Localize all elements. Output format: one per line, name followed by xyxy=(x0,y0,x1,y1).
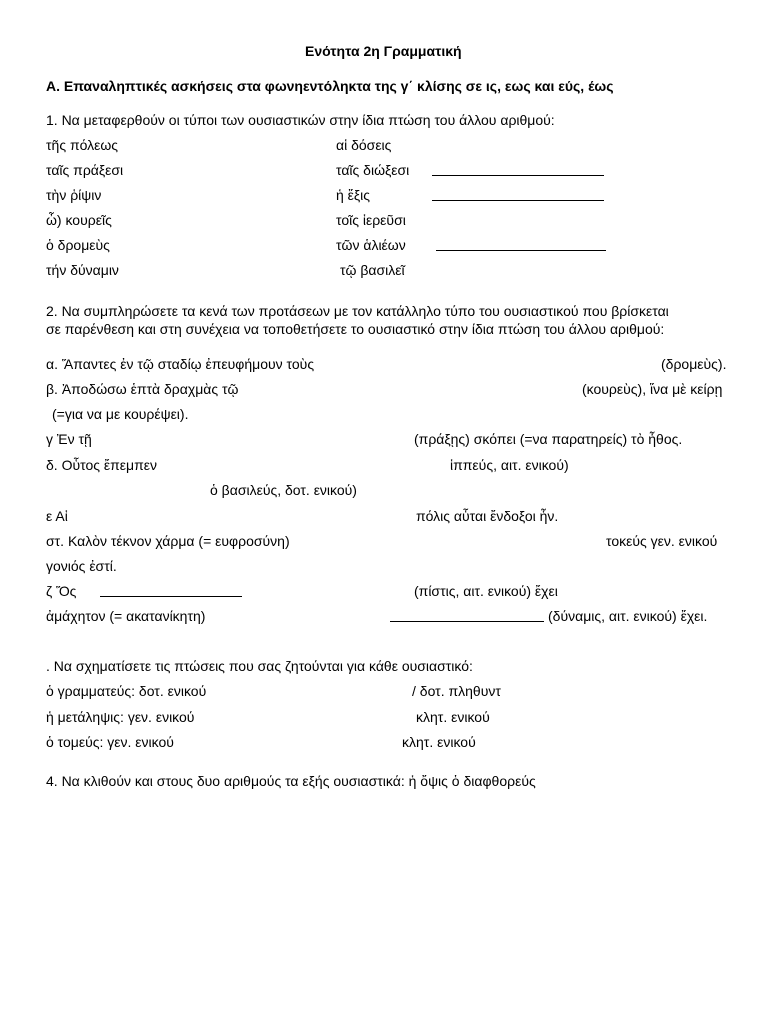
ex1-left-item: ὦ) κουρεῖς xyxy=(46,212,112,228)
ex2-hint: (δύναμις, αιτ. ενικού) ἔχει. xyxy=(548,608,708,624)
exercise-4-heading: 4. Να κλιθούν και στους δυο αριθμούς τα εξής ουσιαστικά: ἡ ὄψις ὁ διαφθορεύς xyxy=(46,773,536,789)
ex2-hint: (πράξῃς) σκόπει (=να παρατηρείς) τὸ ἦθος. xyxy=(414,431,683,447)
exercise-2-heading: 2. Να συμπληρώσετε τα κενά των προτάσεων με τον κατάλληλο τύπο του ουσιαστικού που βρίσκεται xyxy=(46,303,669,319)
ex2-sentence-cont: (=για να με κουρέψει). xyxy=(52,406,189,422)
ex2-hint: (κουρεὺς), ἵνα μὲ κείρῃ xyxy=(582,381,723,397)
ex2-sentence: ἀμάχητον (= ακατανίκητη) xyxy=(46,608,206,624)
ex1-right-item: τοῖς ἱερεῦσι xyxy=(336,212,406,228)
exercise-3-heading: . Να σχηματίσετε τις πτώσεις που σας ζητούνται για κάθε ουσιαστικό: xyxy=(46,658,473,674)
section-a-heading: Α. Επαναληπτικές ασκήσεις στα φωνηεντόληκτα της γ΄ κλίσης σε ις, εως και εύς, έως xyxy=(46,78,614,94)
ex3-item: ἡ μετάληψις: γεν. ενικού xyxy=(46,709,195,725)
ex2-hint: πόλις αὗται ἔνδοξοι ἦν. xyxy=(416,508,559,524)
ex1-answer-blank[interactable] xyxy=(432,186,604,205)
exercise-1-heading: 1. Να μεταφερθούν οι τύποι των ουσιαστικών στην ίδια πτώση του άλλου αριθμού: xyxy=(46,112,555,128)
ex2-answer-blank[interactable] xyxy=(390,607,544,626)
ex2-hint: τοκεύς γεν. ενικού xyxy=(606,533,718,549)
ex2-hint: ἱππεύς, αιτ. ενικού) xyxy=(450,457,569,473)
ex1-answer-blank[interactable] xyxy=(436,236,606,255)
ex1-left-item: ταῖς πράξεσι xyxy=(46,162,124,178)
ex2-sentence: γ Ἐν τῇ xyxy=(46,431,92,447)
ex1-left-item: ὁ δρομεὺς xyxy=(46,237,110,253)
ex1-right-item: ταῖς διώξεσι xyxy=(336,162,410,178)
ex3-target-case: κλητ. ενικού xyxy=(416,709,490,725)
ex2-sentence: ζ Ὅς xyxy=(46,583,77,599)
ex2-sentence-cont: γονιός ἐστί. xyxy=(46,558,117,574)
ex2-hint: (δρομεὺς). xyxy=(661,356,727,372)
ex2-hint: (πίστις, αιτ. ενικού) ἔχει xyxy=(414,583,558,599)
ex1-left-item: τήν δύναμιν xyxy=(46,262,119,278)
ex3-item: ὁ γραμματεύς: δοτ. ενικού xyxy=(46,683,207,699)
ex1-right-item: τῷ βασιλεῖ xyxy=(340,262,405,278)
exercise-2-heading: σε παρένθεση και στη συνέχεια να τοποθετήσετε το ουσιαστικό στην ίδια πτώση του άλλου αριθμού: xyxy=(46,321,665,337)
ex1-right-item: αἱ δόσεις xyxy=(336,137,392,153)
ex3-target-case: / δοτ. πληθυντ xyxy=(412,683,501,699)
ex3-item: ὁ τομεύς: γεν. ενικού xyxy=(46,734,174,750)
page-title: Ενότητα 2η Γραμματική xyxy=(305,43,462,59)
ex2-hint: ὁ βασιλεύς, δοτ. ενικού) xyxy=(210,482,357,498)
ex2-sentence: ε Αἱ xyxy=(46,508,68,524)
ex2-sentence: στ. Καλὸν τέκνον χάρμα (= ευφροσύνη) xyxy=(46,533,290,549)
ex2-sentence: α. Ἅπαντες ἐν τῷ σταδίῳ ἐπευφήμουν τοὺς xyxy=(46,356,315,372)
ex1-left-item: τὴν ῥίψιν xyxy=(46,187,102,203)
ex1-answer-blank[interactable] xyxy=(432,161,604,180)
ex1-right-item: τῶν ἁλιέων xyxy=(336,237,406,253)
ex3-target-case: κλητ. ενικού xyxy=(402,734,476,750)
ex1-left-item: τῆς πόλεως xyxy=(46,137,119,153)
ex2-sentence: δ. Οὗτος ἔπεμπεν xyxy=(46,457,157,473)
ex1-right-item: ἡ ἕξις xyxy=(336,187,371,203)
ex2-answer-blank[interactable] xyxy=(100,582,242,601)
ex2-sentence: β. Ἀποδώσω ἑπτὰ δραχμὰς τῷ xyxy=(46,381,239,397)
